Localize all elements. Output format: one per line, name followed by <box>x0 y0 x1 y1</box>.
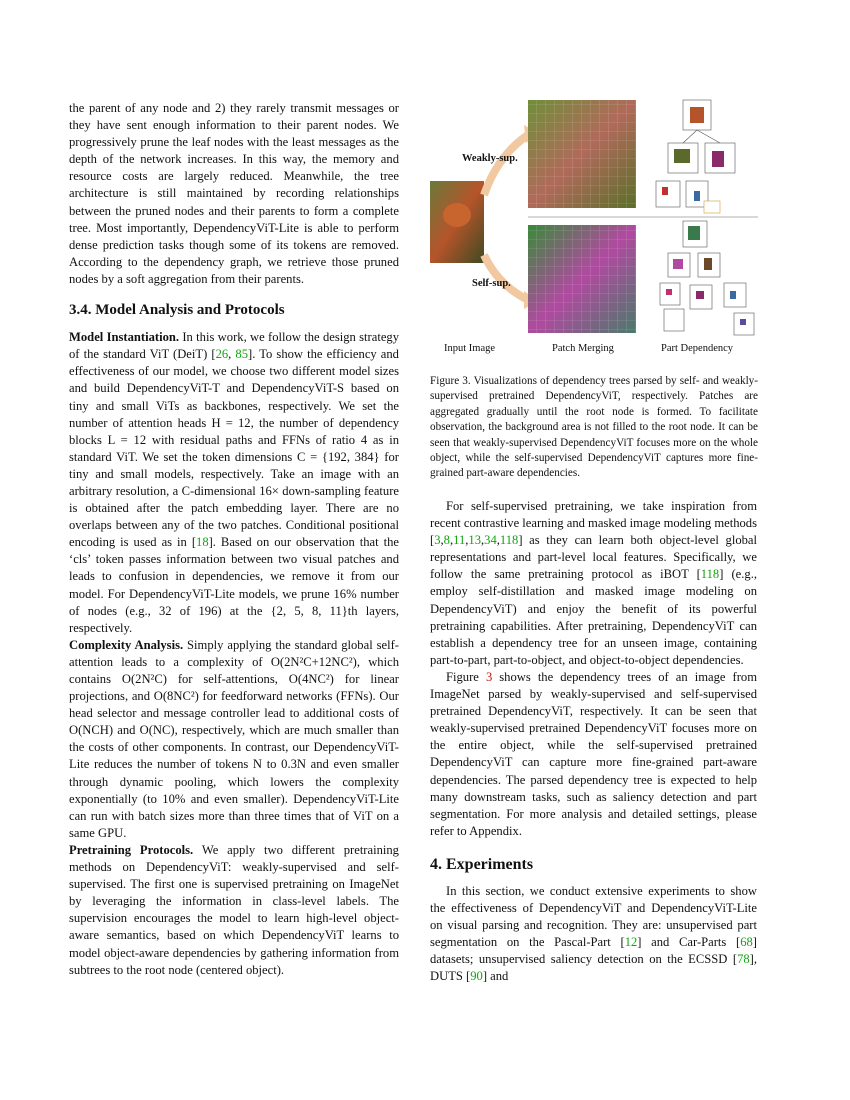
label-input-image: Input Image <box>444 343 496 354</box>
text-run: ] and Car-Parts [ <box>637 935 741 950</box>
text-run: ] as they can learn both object-level global representations and part-level local features. Specifically, we follow the same pretraining protocol as iBOT [ <box>430 533 757 582</box>
run-head-pretraining: Pretraining Protocols. <box>69 842 194 857</box>
experiments-paragraph <box>430 883 757 986</box>
text-run: Figure <box>446 669 486 684</box>
weak-patch-grid <box>528 100 636 208</box>
text-run: ] (e.g., employ self-distillation and masked image modeling on DependencyViT) and enjoy the benefit of its powerful pretraining capabilities. After pretraining, DependencyViT can establish a dependency tree for an unseen image, containing part-to-part, part-to-object, and object-to-object dependencies. <box>430 567 757 667</box>
section-title-4: 4. Experiments <box>430 855 534 873</box>
citation-link[interactable]: 85 <box>235 347 248 362</box>
text-run: In this section, we conduct extensive experiments to show the effectiveness of DependencyViT and DependencyViT-Lite on visual parsing and recognition. They are: unsupervised part segmentation on the Pascal-Part [ <box>430 883 757 950</box>
text-run: ] and <box>482 969 509 984</box>
text-run: Simply applying the standard global self-attention leads to a complexity of O(2N²C+12NC²), which contains O(2N²C) for self-attentions, O(4NC²) for linear projections, and O(8NC²) for feedforward networks (FFNs). Our head selector and message controller lead to additional costs of O(NCH) and O(NC), respectively, which are much smaller than the costs of other components. In contrast, our DependencyViT-Lite reduces the number of tokens N to 0.3N and even smaller through dynamic pooling, which lowers the complexity exponentially (to 10% and even smaller). DependencyViT-Lite can run with batch sizes more than three times that of ViT on a same GPU. <box>69 637 399 840</box>
label-patch-merging: Patch Merging <box>552 343 614 354</box>
citation-link[interactable]: 8 <box>443 533 450 548</box>
citation-link[interactable]: 12 <box>624 935 638 950</box>
pretraining-protocols-paragraph <box>69 842 399 979</box>
left-column <box>69 100 399 979</box>
section-title-3-4: 3.4. Model Analysis and Protocols <box>69 302 285 319</box>
self-dependency-tree <box>660 221 754 335</box>
text-run: ]. To show the efficiency and effectiveness of our model, we choose two different model sizes and build DependencyViT-T and DependencyViT-S based on tiny and small ViTs as backbones, respectively. We set the number of attention heads H = 12, the number of dependency blocks L = 12 with residual paths and FFNs of ratio 4 as in standard ViT. We set the token dimensions C = {192, 384} for tiny and small models, respectively. Take an image with an arbitrary resolution, a C-dimensional 16× down-sampling feature is obtained after the patch embedding layer. There are no overlaps between any of the two patches. Conditional positional encoding is used as in [ <box>69 347 399 550</box>
citation-link[interactable]: 90 <box>470 969 483 984</box>
text-run: In this work, we follow the design strategy of the standard ViT (DeiT) [ <box>69 330 400 362</box>
text-run: For self-supervised pretraining, we take inspiration from recent contrastive learning and masked image modeling methods [ <box>430 499 757 548</box>
citation-link[interactable]: 13 <box>468 533 481 548</box>
label-self-sup: Self-sup. <box>472 278 511 289</box>
figure-graphic <box>428 95 758 340</box>
text-run: ]. Based on our observation that the ‘cls’ token passes information between two visual patches and leads to confusion in dependencies, we remove it from our model. For DependencyViT-Lite models, we prune 16% number of nodes (e.g., 32 of 196) at the {2, 5, 8, 11}th layers, respectively. <box>69 535 399 635</box>
intro-paragraph: the parent of any node and 2) they rarely transmit messages or they have sent enough information to their parent nodes. We progressively prune the leaf nodes with the least messages as the depth of the network increases. In this way, the memory and resource costs are largely reduced. Meanwhile, the tree architecture is still maintained by recording relationships between the pruned nodes and their parents to form a complete tree. Most importantly, DependencyViT-Lite is able to perform dense prediction tasks though some of its tokens are removed. According to the dependency graph, we retrieve those pruned nodes by a soft aggregation from their parents. <box>69 101 399 286</box>
complexity-analysis-paragraph <box>69 637 399 842</box>
label-weakly-sup: Weakly-sup. <box>462 153 518 164</box>
run-head-complexity: Complexity Analysis. <box>69 637 184 652</box>
figure-3 <box>428 95 758 360</box>
citation-link[interactable]: 26 <box>215 347 229 362</box>
citation-link[interactable]: 34 <box>484 533 497 548</box>
figure-discussion-paragraph <box>430 669 757 840</box>
self-patch-grid <box>528 225 636 333</box>
label-part-dependency: Part Dependency <box>661 343 734 354</box>
citation-link[interactable]: 18 <box>196 535 209 550</box>
citation-link[interactable]: 68 <box>740 935 753 950</box>
citation-link[interactable]: 118 <box>700 567 720 582</box>
weak-dependency-tree <box>656 100 735 213</box>
text-run: , <box>228 347 236 362</box>
right-column <box>430 498 757 986</box>
text-run: shows the dependency trees of an image from ImageNet parsed by weakly-supervised and self-supervised pretrained DependencyViT, respectively. It can be seen that weakly-supervised pretrained DependencyViT focuses more on the entire object, while the self-supervised pretrained DependencyViT can capture more fine-grained part-aware dependencies. The parsed dependency tree is expected to help many downstream tasks, such as saliency detection and part segmentation. For more analysis and detailed settings, please refer to Appendix. <box>430 669 758 838</box>
arrow-to-weak <box>484 135 528 195</box>
model-instantiation-paragraph <box>69 329 399 637</box>
citation-link[interactable]: 3 <box>434 533 441 548</box>
figure-3-caption: Figure 3. Visualizations of dependency trees parsed by self- and weakly-supervised pretrained DependencyViT, respectively. Patches are aggregated gradually until the root node is formed. To facilitate observation, the background area is not filled to the root node. It can be seen that weakly-supervised DependencyViT focuses more on the whole object, while the self-supervised DependencyViT captures more fine-grained part-aware dependencies. <box>430 375 758 480</box>
run-head-model-instantiation: Model Instantiation. <box>69 330 180 345</box>
self-sup-paragraph: For self-supervised pretraining, we take inspiration from recent contrastive learning and masked image modeling methods [3,8,11,13,34,118] as they can learn both object-level global representations and part-level local features. Specifically, we follow the same pretraining protocol as iBOT [118] (e.g., employ self-distillation and masked image modeling on DependencyViT) and enjoy the benefit of its powerful pretraining capabilities. After pretraining, DependencyViT can establish a dependency tree for an unseen image, containing part-to-part, part-to-object, and object-to-object dependencies. <box>430 499 757 667</box>
text-run: We apply two different pretraining methods on DependencyViT: weakly-supervised and self-supervised. The first one is supervised pretraining on ImageNet by leveraging the information in class-level labels. The supervision encourages the model to learn high-level object-aware semantics, based on which DependencyViT learns to model object-aware dependencies by gathering information from subtrees to the root node (centered object). <box>69 842 399 977</box>
figure-ref-link[interactable]: 3 <box>485 669 493 684</box>
text-run: ], DUTS [ <box>430 952 757 984</box>
fox-head-shape <box>443 203 471 227</box>
citation-link[interactable]: 78 <box>737 952 750 967</box>
text-run: ] datasets; unsupervised saliency detection on the ECSSD [ <box>430 935 757 967</box>
citation-link[interactable]: 11 <box>453 533 466 548</box>
citation-link[interactable]: 118 <box>499 533 519 548</box>
